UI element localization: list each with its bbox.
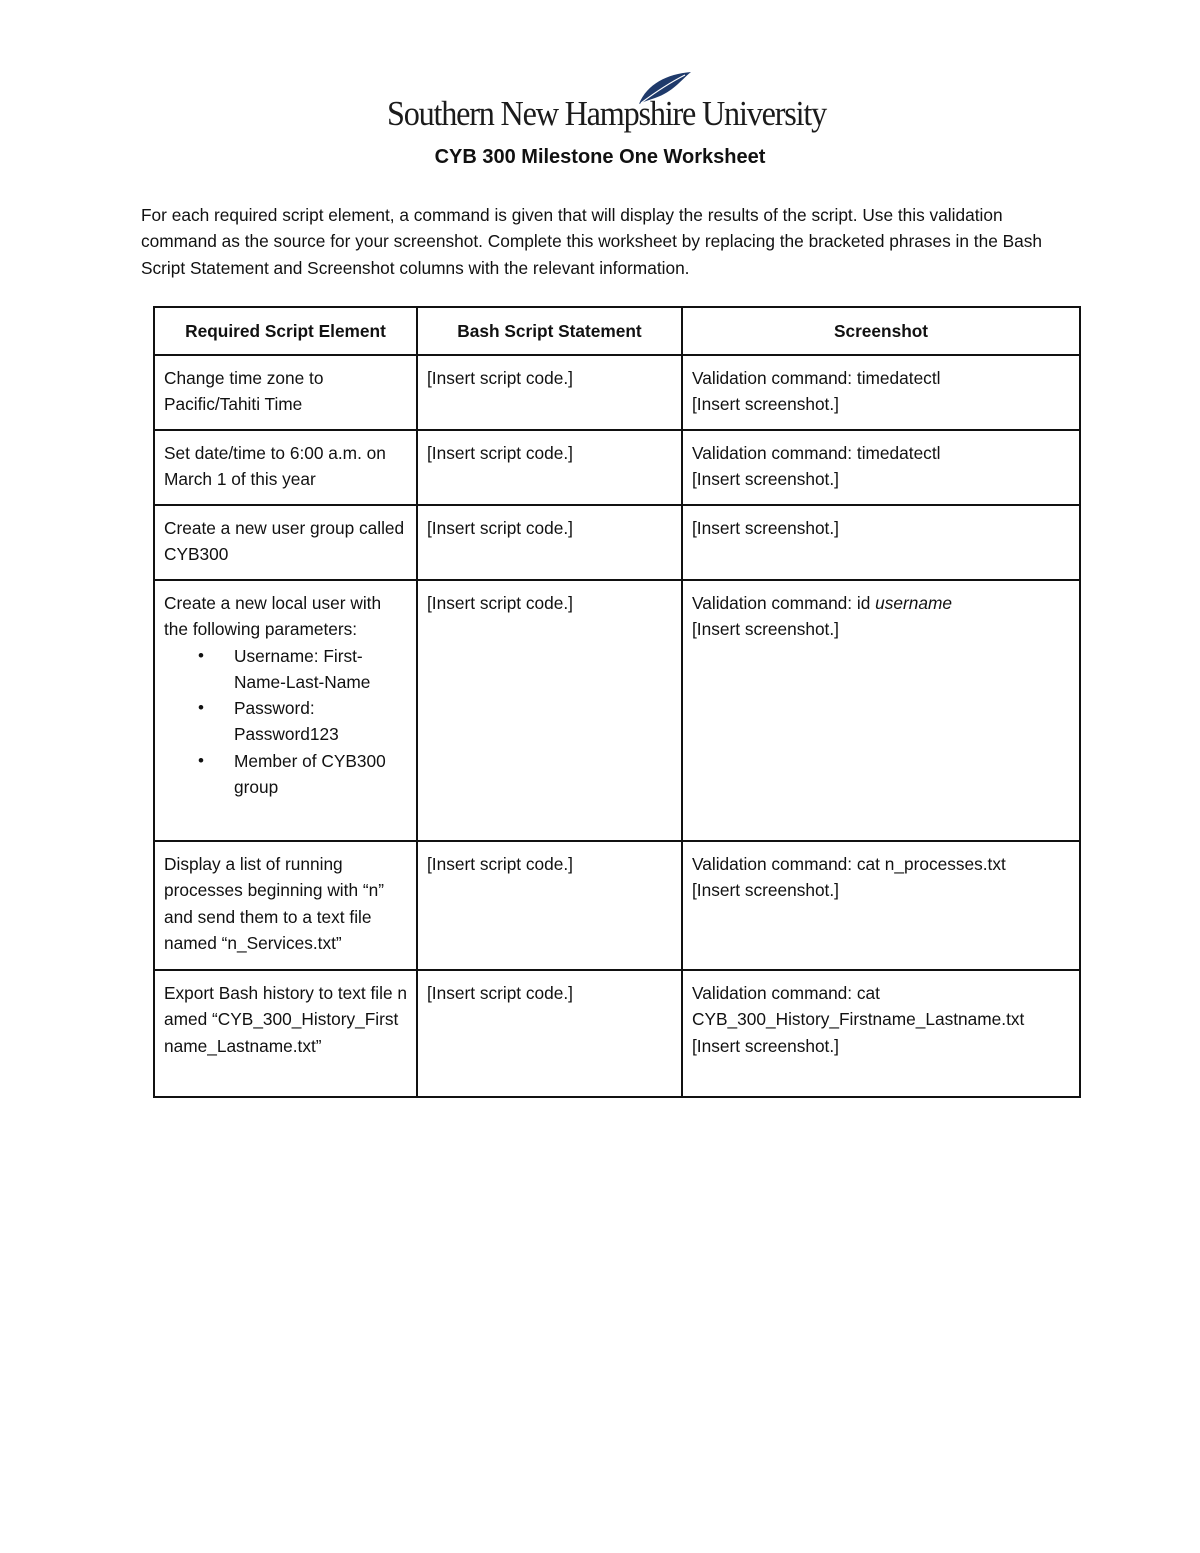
table-row [154, 580, 1080, 841]
list-item: • Member of CYB300 group [234, 748, 407, 801]
table-row [154, 355, 1080, 430]
screenshot-placeholder: [Insert screenshot.] [692, 518, 839, 538]
statement-cell[interactable]: [Insert script code.] [417, 355, 682, 430]
table-row [154, 430, 1080, 505]
element-cell: Export Bash history to text file named “CYB_300_History_Firstname_Lastname.txt” [154, 970, 417, 1097]
validation-command: Validation command: timedatectl [692, 443, 941, 463]
statement-cell[interactable]: [Insert script code.] [417, 841, 682, 970]
screenshot-placeholder: [Insert screenshot.] [692, 394, 839, 415]
element-cell: Display a list of running processes beginning with “n” and send them to a text file named “n_Services.txt” [154, 841, 417, 970]
page-title: CYB 300 Milestone One Worksheet [434, 146, 766, 168]
screenshot-cell[interactable] [682, 580, 1080, 841]
column-header-statement: Bash Script Statement [417, 307, 682, 355]
university-logo [385, 70, 826, 136]
column-header-element: Required Script Element [154, 307, 417, 355]
screenshot-placeholder: [Insert screenshot.] [692, 1035, 839, 1056]
table-row [154, 505, 1080, 580]
screenshot-placeholder: [Insert screenshot.] [692, 880, 839, 901]
statement-cell[interactable]: [Insert script code.] [417, 505, 682, 580]
table-row [154, 970, 1080, 1097]
element-cell [154, 580, 417, 841]
instructions-paragraph: For each required script element, a command is given that will display the results of the script. Use this validation command as the source for your screenshot. Complete this worksheet by replacing the bracketed phrases in the Bash Script Statement and Screenshot columns with the relevant information. [141, 205, 1043, 278]
screenshot-cell[interactable] [682, 841, 1080, 970]
university-name: Southern New Hampshire University [387, 94, 826, 133]
worksheet-table [153, 306, 1081, 1098]
list-item: • Password: Password123 [234, 695, 407, 748]
screenshot-cell[interactable] [682, 505, 1080, 580]
screenshot-placeholder: [Insert screenshot.] [692, 469, 839, 490]
parameter-list [164, 643, 407, 801]
statement-cell[interactable]: [Insert script code.] [417, 430, 682, 505]
validation-command [692, 590, 1070, 616]
validation-command-text: Validation command: id [692, 593, 871, 613]
screenshot-placeholder: [Insert screenshot.] [692, 619, 839, 640]
validation-command: Validation command: cat n_processes.txt [692, 854, 1006, 874]
statement-cell[interactable]: [Insert script code.] [417, 970, 682, 1097]
table-header-row [154, 307, 1080, 355]
statement-cell[interactable]: [Insert script code.] [417, 580, 682, 841]
element-cell: Set date/time to 6:00 a.m. on March 1 of this year [154, 430, 417, 505]
element-cell: Change time zone to Pacific/Tahiti Time [154, 355, 417, 430]
validation-command: Validation command: cat CYB_300_History_Firstname_Lastname.txt [692, 983, 1025, 1030]
element-text: Create a new local user with the following parameters: [164, 593, 382, 640]
validation-argument: username [875, 593, 953, 613]
validation-command: Validation command: timedatectl [692, 368, 941, 388]
screenshot-cell[interactable] [682, 970, 1080, 1097]
list-item: • Username: First-Name-Last-Name [234, 643, 407, 696]
table-row [154, 841, 1080, 970]
column-header-screenshot: Screenshot [682, 307, 1080, 355]
screenshot-cell[interactable] [682, 430, 1080, 505]
element-cell: Create a new user group called CYB300 [154, 505, 417, 580]
screenshot-cell[interactable] [682, 355, 1080, 430]
